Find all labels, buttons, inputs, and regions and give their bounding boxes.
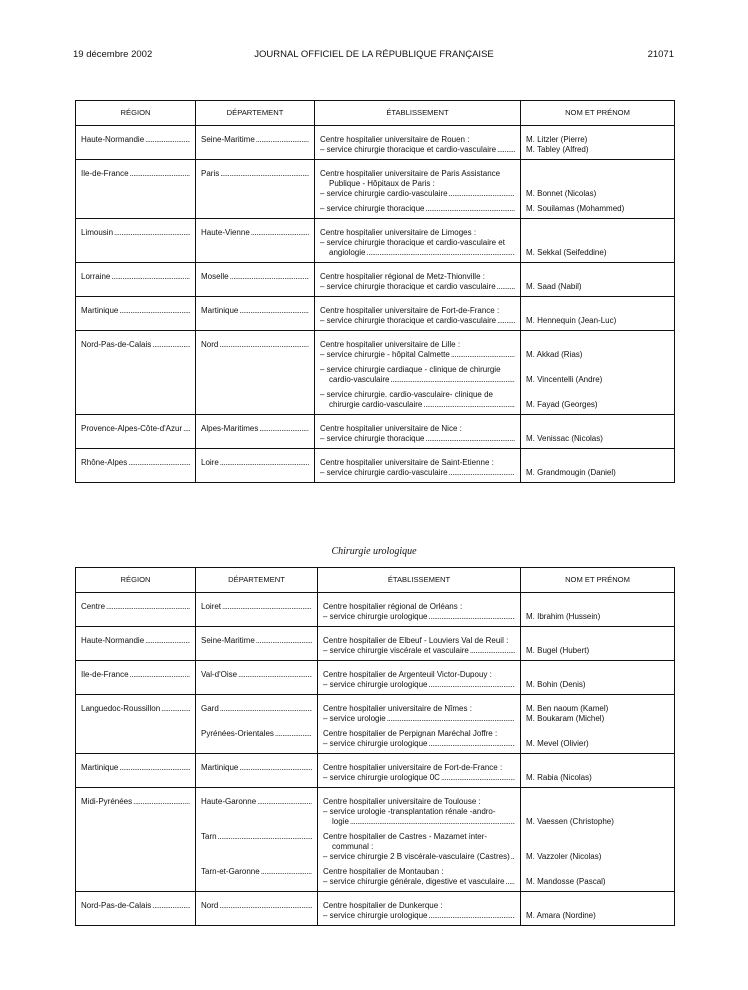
etablissement-line: Centre hospitalier de Perpignan Maréchal Joffre : [323,729,498,738]
departement-text: Val-d'Oise [201,670,238,679]
leader-dots [222,602,312,612]
etablissement-cell [318,788,521,892]
leader-dots [161,704,190,714]
leader-dots [145,636,190,646]
etablissement-cell [315,160,521,219]
table-row [76,788,675,892]
leader-dots [220,169,309,179]
nom-cell [521,297,675,331]
etablissement-line [320,204,515,214]
region-cell [76,892,196,926]
region-text: Ile-de-France [81,169,129,178]
etablissement-line-text: – service chirurgie thoracique [320,434,425,443]
region-cell [76,593,196,627]
etablissement-line-text: – service chirurgie thoracique et cardio-vasculaire [320,316,497,325]
etablissement-line: – service chirurgie thoracique et cardio-vasculaire et [320,238,505,247]
leader-dots [366,248,515,258]
table-row [76,449,675,483]
etablissement-line: Centre hospitalier universitaire de Limoges : [320,228,477,237]
etablissement-line: Centre hospitalier de Elbeuf - Louviers Val de Reuil : [323,636,509,645]
etablissement-cell [315,297,521,331]
departement [201,228,309,238]
leader-dots [261,867,312,877]
table-chirurgie-thoracique [75,100,675,483]
region-text: Nord-Pas-de-Calais [81,340,152,349]
departement [201,135,309,145]
departement-text: Gard [201,704,219,713]
leader-dots [497,145,515,155]
region-text: Ile-de-France [81,670,129,679]
leader-dots [441,773,515,783]
region [81,670,190,680]
col-header-etablissement: ÉTABLISSEMENT [318,568,521,593]
nom-cell [521,754,675,788]
region [81,602,190,612]
region-cell [76,219,196,263]
etablissement-line [323,773,515,783]
nom-cell [521,627,675,661]
etablissement-line-text: – service chirurgie cardio-vasculaire [320,468,448,477]
leader-dots [423,400,515,410]
leader-dots [130,169,190,179]
departement [201,272,309,282]
leader-dots [387,714,515,724]
col-header-etablissement: ÉTABLISSEMENT [315,101,521,126]
departement-cell [196,126,315,160]
leader-dots [114,228,190,238]
departement [201,763,312,773]
departement-text: Pyrénées-Orientales [201,729,274,738]
etablissement-cell [318,754,521,788]
etablissement-cell [318,661,521,695]
person-name: M. Vaessen (Christophe) [526,817,614,826]
etablissement-line: communal : [332,842,374,851]
etablissement-line [320,189,515,199]
region-cell [76,160,196,219]
leader-dots [275,729,312,739]
region-cell [76,331,196,415]
departement-text: Alpes-Maritimes [201,424,259,433]
col-header-region: RÉGION [76,568,196,593]
person-name: M. Tabley (Alfred) [526,145,589,154]
etablissement-line: Centre hospitalier de Argenteuil Victor-Dupouy : [323,670,492,679]
region-cell [76,695,196,754]
etablissement-line: Centre hospitalier universitaire de Nice : [320,424,462,433]
leader-dots [145,135,190,145]
departement [201,424,309,434]
etablissement-line [320,145,515,155]
etablissement-line: Centre hospitalier universitaire de Fort-de-France : [320,306,500,315]
etablissement-line-text: – service chirurgie viscérale et vasculaire [323,646,469,655]
etablissement-line [323,646,515,656]
etablissement-cell [315,449,521,483]
person-name: M. Grandmougin (Daniel) [526,468,616,477]
region-cell [76,788,196,892]
nom-cell [521,160,675,219]
nom-cell [521,788,675,892]
region-cell [76,661,196,695]
region [81,228,190,238]
nom-cell [521,415,675,449]
person-name: M. Bonnet (Nicolas) [526,189,597,198]
etablissement-line-text: – service chirurgie cardio-vasculaire [320,189,448,198]
leader-dots [451,350,515,360]
region-text: Haute-Normandie [81,135,145,144]
nom-cell [521,593,675,627]
leader-dots [470,646,515,656]
departement-text: Haute-Vienne [201,228,250,237]
etablissement-line [320,282,515,292]
region [81,704,190,714]
section-subtitle: Chirurgie urologique [331,546,417,557]
departement-cell [196,160,315,219]
etablissement-line-text: – service chirurgie urologique [323,680,428,689]
region [81,169,190,179]
etablissement-line-text: – service chirurgie 2 B viscérale-vasculaire (Castres) [323,852,510,861]
table-row [76,627,675,661]
leader-dots [219,340,309,350]
leader-dots [133,797,190,807]
table-row [76,160,675,219]
region [81,636,190,646]
person-name: M. Boukaram (Michel) [526,714,605,723]
person-name: M. Akkad (Rias) [526,350,583,359]
leader-dots [119,763,190,773]
departement-cell [196,297,315,331]
table-row [76,263,675,297]
etablissement-line: Centre hospitalier universitaire de Lille : [320,340,461,349]
etablissement-line [320,434,515,444]
departement-text: Nord [201,340,219,349]
region [81,135,190,145]
departement-text: Seine-Maritime [201,135,255,144]
departement-text: Paris [201,169,220,178]
etablissement-line-text: – service chirurgie thoracique [320,204,425,213]
region-text: Provence-Alpes-Côte-d'Azur [81,424,183,433]
etablissement-line-text: – service chirurgie thoracique et cardio vasculaire [320,282,496,291]
leader-dots [390,375,515,385]
departement-text: Martinique [201,306,239,315]
leader-dots [259,424,309,434]
leader-dots [239,306,309,316]
etablissement-line-text: – service chirurgie urologique [323,739,428,748]
etablissement-line [320,248,515,258]
col-header-departement: DÉPARTEMENT [196,101,315,126]
departement [201,458,309,468]
leader-dots [130,670,190,680]
leader-dots [256,135,309,145]
region [81,272,190,282]
etablissement-line [323,911,515,921]
leader-dots [257,797,312,807]
departement-text: Tarn [201,832,217,841]
leader-dots [350,817,515,827]
etablissement-line [323,714,515,724]
departement [201,901,312,911]
table-row [76,661,675,695]
person-name: M. Ben naoum (Kamel) [526,704,609,713]
region-text: Haute-Normandie [81,636,145,645]
region [81,901,190,911]
person-name: M. Litzler (Pierre) [526,135,588,144]
region-text: Centre [81,602,106,611]
leader-dots [152,340,190,350]
departement-text: Moselle [201,272,229,281]
leader-dots [119,306,190,316]
departement [201,306,309,316]
region-text: Lorraine [81,272,111,281]
etablissement-line: Centre hospitalier universitaire de Rouen : [320,135,470,144]
departement [201,602,312,612]
etablissement-line-text: – service chirurgie thoracique et cardio-vasculaire [320,145,497,154]
leader-dots [449,189,515,199]
etablissement-cell [315,415,521,449]
departement [201,169,309,179]
departement [201,729,312,739]
departement [201,704,312,714]
departement [201,867,312,877]
table-row [76,297,675,331]
leader-dots [183,424,190,434]
person-name: M. Venissac (Nicolas) [526,434,603,443]
region-text: Martinique [81,763,119,772]
departement-text: Nord [201,901,219,910]
etablissement-line: Centre hospitalier régional de Metz-Thionville : [320,272,485,281]
etablissement-cell [318,695,521,754]
person-name: M. Vincentelli (Andre) [526,375,603,384]
etablissement-line: Centre hospitalier universitaire de Fort-de-France : [323,763,503,772]
departement-cell [196,593,318,627]
leader-dots [429,680,516,690]
person-name: M. Ibrahim (Hussein) [526,612,601,621]
leader-dots [218,832,312,842]
departement-text: Haute-Garonne [201,797,257,806]
region-cell [76,627,196,661]
table-row [76,892,675,926]
table-row [76,754,675,788]
region [81,424,190,434]
departement [201,340,309,350]
leader-dots [251,228,309,238]
etablissement-line: – service chirurgie cardiaque - clinique de chirurgie [320,365,501,374]
etablissement-line: Centre hospitalier universitaire de Saint-Etienne : [320,458,494,467]
table-row [76,331,675,415]
person-name: M. Souilamas (Mohammed) [526,204,625,213]
departement-cell [196,788,318,892]
region-text: Martinique [81,306,119,315]
etablissement-line [320,400,515,410]
leader-dots [220,704,312,714]
col-header-region: RÉGION [76,101,196,126]
col-header-nom: NOM ET PRÉNOM [521,568,675,593]
etablissement-line-text: angiologie [329,248,366,257]
person-name: M. Vazzoler (Nicolas) [526,852,602,861]
etablissement-line: Publique - Hôpitaux de Paris : [329,179,435,188]
header-title: JOURNAL OFFICIEL DE LA RÉPUBLIQUE FRANÇAISE [254,49,494,60]
departement-text: Tarn-et-Garonne [201,867,260,876]
region-text: Limousin [81,228,114,237]
table-chirurgie-urologique [75,567,675,926]
person-name: M. Rabia (Nicolas) [526,773,592,782]
departement [201,797,312,807]
etablissement-line: Centre hospitalier régional de Orléans : [323,602,463,611]
region [81,340,190,350]
region [81,458,190,468]
etablissement-line-text: chirurgie cardio-vasculaire [329,400,423,409]
leader-dots [505,877,515,887]
person-name: M. Fayad (Georges) [526,400,598,409]
etablissement-line [320,350,515,360]
region-cell [76,449,196,483]
leader-dots [256,636,312,646]
etablissement-line-text: – service chirurgie urologique [323,911,428,920]
etablissement-line [323,852,515,862]
departement-cell [196,661,318,695]
departement-cell [196,415,315,449]
etablissement-cell [315,219,521,263]
etablissement-line-text: – service chirurgie urologique 0C [323,773,440,782]
region-text: Languedoc-Roussillon [81,704,161,713]
region-cell [76,297,196,331]
nom-cell [521,449,675,483]
departement-cell [196,449,315,483]
departement-text: Martinique [201,763,239,772]
etablissement-line: Centre hospitalier universitaire de Paris Assistance [320,169,501,178]
person-name: M. Mandosse (Pascal) [526,877,606,886]
leader-dots [429,911,516,921]
table-row [76,219,675,263]
leader-dots [449,468,515,478]
departement-text: Loire [201,458,219,467]
col-header-nom: NOM ET PRÉNOM [521,101,675,126]
departement-text: Loiret [201,602,222,611]
departement-cell [196,331,315,415]
table-row [76,593,675,627]
person-name: M. Bohin (Denis) [526,680,586,689]
etablissement-cell [318,627,521,661]
region-cell [76,263,196,297]
etablissement-line [323,739,515,749]
nom-cell [521,892,675,926]
nom-cell [521,661,675,695]
leader-dots [429,739,516,749]
departement [201,670,312,680]
leader-dots [230,272,309,282]
leader-dots [238,670,312,680]
page-number: 21071 [647,49,674,60]
leader-dots [111,272,190,282]
header-date: 19 décembre 2002 [73,49,153,60]
etablissement-line [323,877,515,887]
leader-dots [152,901,190,911]
leader-dots [239,763,312,773]
leader-dots [511,852,515,862]
departement [201,832,312,842]
etablissement-line: Centre hospitalier de Dunkerque : [323,901,443,910]
departement [201,636,312,646]
etablissement-line: Centre hospitalier de Montauban : [323,867,444,876]
table-row [76,415,675,449]
departement-cell [196,892,318,926]
departement-cell [196,627,318,661]
etablissement-line [323,612,515,622]
etablissement-cell [315,126,521,160]
leader-dots [426,204,516,214]
etablissement-line: Centre hospitalier de Castres - Mazamet inter- [323,832,488,841]
region [81,306,190,316]
region-cell [76,126,196,160]
person-name: M. Hennequin (Jean-Luc) [526,316,617,325]
etablissement-cell [318,892,521,926]
leader-dots [426,434,516,444]
etablissement-line-text: – service chirurgie - hôpital Calmette [320,350,450,359]
etablissement-line-text: – service urologie [323,714,386,723]
table-row [76,695,675,754]
person-name: M. Mevel (Olivier) [526,739,589,748]
nom-cell [521,331,675,415]
nom-cell [521,695,675,754]
table-row [76,126,675,160]
etablissement-line-text: – service chirurgie générale, digestive et vasculaire [323,877,505,886]
etablissement-line [320,468,515,478]
leader-dots [106,602,190,612]
etablissement-line [323,680,515,690]
region-cell [76,415,196,449]
etablissement-line: Centre hospitalier universitaire de Toulouse : [323,797,481,806]
etablissement-line-text: – service chirurgie urologique [323,612,428,621]
region [81,797,190,807]
person-name: M. Bugel (Hubert) [526,646,590,655]
etablissement-line: – service chirurgie. cardio-vasculaire- clinique de [320,390,493,399]
person-name: M. Amara (Nordine) [526,911,596,920]
region-text: Rhône-Alpes [81,458,128,467]
nom-cell [521,219,675,263]
etablissement-line-text: logie [332,817,349,826]
region [81,763,190,773]
region-text: Midi-Pyrénées [81,797,133,806]
leader-dots [220,458,309,468]
etablissement-line [320,375,515,385]
col-header-departement: DÉPARTEMENT [196,568,318,593]
etablissement-line: – service urologie -transplantation rénale -andro- [323,807,496,816]
departement-cell [196,219,315,263]
leader-dots [429,612,516,622]
departement-cell [196,754,318,788]
leader-dots [497,282,515,292]
region-text: Nord-Pas-de-Calais [81,901,152,910]
person-name: M. Sekkal (Seifeddine) [526,248,607,257]
nom-cell [521,263,675,297]
departement-text: Seine-Maritime [201,636,255,645]
etablissement-line [323,817,515,827]
etablissement-cell [315,331,521,415]
region-cell [76,754,196,788]
etablissement-line-text: cardio-vasculaire [329,375,390,384]
leader-dots [219,901,312,911]
etablissement-line: Centre hospitalier universitaire de Nîmes : [323,704,472,713]
leader-dots [497,316,515,326]
etablissement-cell [315,263,521,297]
leader-dots [128,458,190,468]
departement-cell [196,263,315,297]
etablissement-line [320,316,515,326]
person-name: M. Saad (Nabil) [526,282,582,291]
etablissement-cell [318,593,521,627]
departement-cell [196,695,318,754]
nom-cell [521,126,675,160]
